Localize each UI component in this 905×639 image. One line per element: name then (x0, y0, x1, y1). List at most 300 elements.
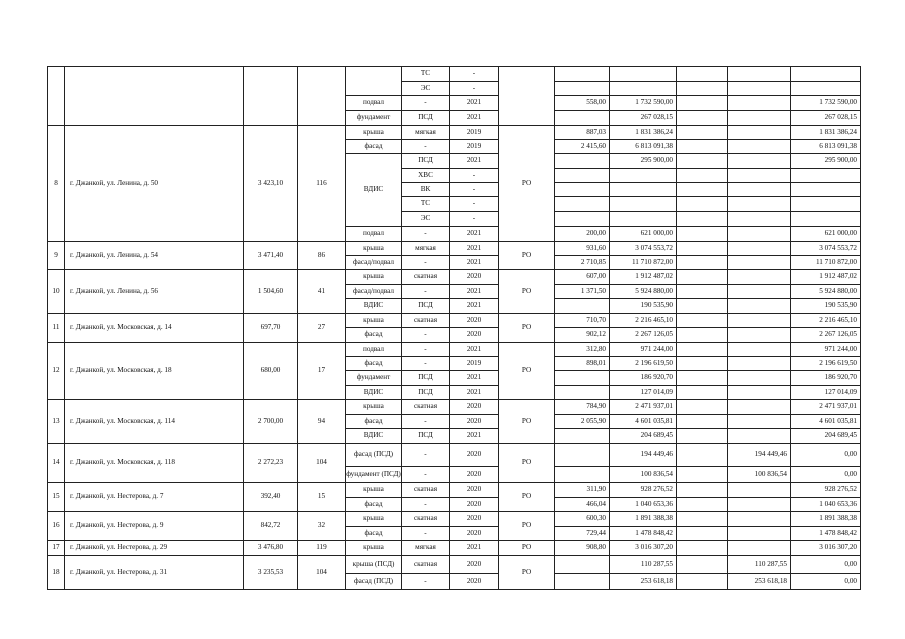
cost-cell: 100 836,54 (609, 466, 676, 482)
amount-2-cell (727, 342, 790, 356)
cost-cell: 2 267 126,05 (609, 327, 676, 342)
year-cell: 2021 (449, 342, 498, 356)
address-cell: г. Джанкой, ул. Московская, д. 14 (64, 313, 243, 342)
amount-2-cell (727, 356, 790, 370)
amount-3-cell: 1 912 487,02 (790, 269, 860, 284)
amount-2-cell (727, 414, 790, 428)
work-subtype-cell: мягкая (401, 241, 449, 255)
amount-1-cell (676, 414, 727, 428)
volume-cell (554, 385, 609, 399)
work-subtype-cell: ТС (401, 66, 449, 81)
year-cell: 2019 (449, 139, 498, 153)
organization-cell: РО (498, 555, 554, 589)
address-cell: г. Джанкой, ул. Нестерова, д. 31 (64, 555, 243, 589)
amount-3-cell (790, 211, 860, 226)
amount-3-cell: 11 710 872,00 (790, 255, 860, 269)
address-cell: г. Джанкой, ул. Московская, д. 18 (64, 342, 243, 399)
row-number-cell: 9 (47, 241, 64, 269)
amount-1-cell (676, 466, 727, 482)
volume-cell (554, 211, 609, 226)
total-area-cell: 697,70 (243, 313, 297, 342)
year-cell: 2020 (449, 399, 498, 414)
address-cell: г. Джанкой, ул. Нестерова, д. 29 (64, 540, 243, 555)
volume-cell (554, 153, 609, 168)
volume-cell: 908,80 (554, 540, 609, 555)
volume-cell (554, 370, 609, 385)
table-border-right (860, 66, 861, 590)
amount-1-cell (676, 269, 727, 284)
volume-cell: 898,01 (554, 356, 609, 370)
year-cell: 2019 (449, 125, 498, 139)
work-type-cell: подвал (345, 226, 401, 241)
amount-2-cell: 110 287,55 (727, 555, 790, 573)
work-subtype-cell: - (401, 573, 449, 589)
volume-cell: 2 055,90 (554, 414, 609, 428)
amount-2-cell (727, 511, 790, 526)
work-type-cell: крыша (345, 269, 401, 284)
volume-cell (554, 66, 609, 81)
amount-1-cell (676, 342, 727, 356)
residents-count-cell: 15 (297, 482, 345, 511)
organization-cell: РО (498, 540, 554, 555)
amount-3-cell: 971 244,00 (790, 342, 860, 356)
total-area-cell: 3 471,40 (243, 241, 297, 269)
year-cell: 2020 (449, 511, 498, 526)
cost-cell: 5 924 880,00 (609, 284, 676, 298)
amount-3-cell: 190 535,90 (790, 298, 860, 313)
work-type-cell (345, 66, 401, 95)
amount-2-cell (727, 95, 790, 110)
volume-cell (554, 428, 609, 443)
amount-3-cell (790, 81, 860, 95)
work-subtype-cell: ПСД (401, 385, 449, 399)
amount-3-cell: 6 813 091,38 (790, 139, 860, 153)
amount-2-cell (727, 385, 790, 399)
amount-2-cell (727, 66, 790, 81)
volume-cell (554, 196, 609, 211)
amount-3-cell (790, 66, 860, 81)
amount-1-cell (676, 226, 727, 241)
amount-2-cell (727, 269, 790, 284)
amount-2-cell (727, 153, 790, 168)
amount-2-cell (727, 370, 790, 385)
work-subtype-cell: ЭС (401, 211, 449, 226)
amount-3-cell: 1 478 848,42 (790, 526, 860, 540)
address-cell (64, 66, 243, 125)
year-cell: 2021 (449, 241, 498, 255)
work-type-cell: крыша (345, 241, 401, 255)
address-cell: г. Джанкой, ул. Нестерова, д. 7 (64, 482, 243, 511)
organization-cell: РО (498, 399, 554, 443)
work-subtype-cell: мягкая (401, 540, 449, 555)
work-subtype-cell: - (401, 526, 449, 540)
work-subtype-cell: ПСД (401, 298, 449, 313)
year-cell: 2021 (449, 540, 498, 555)
amount-1-cell (676, 497, 727, 511)
amount-2-cell (727, 482, 790, 497)
work-type-cell: ВДИС (345, 385, 401, 399)
amount-2-cell (727, 241, 790, 255)
cost-cell: 194 449,46 (609, 443, 676, 466)
amount-3-cell: 4 601 035,81 (790, 414, 860, 428)
work-type-cell: фасад (345, 526, 401, 540)
work-subtype-cell: ХВС (401, 168, 449, 182)
amount-2-cell (727, 313, 790, 327)
residents-count-cell: 27 (297, 313, 345, 342)
amount-1-cell (676, 110, 727, 125)
cost-cell: 6 813 091,38 (609, 139, 676, 153)
residents-count-cell: 104 (297, 443, 345, 482)
year-cell: - (449, 182, 498, 196)
amount-1-cell (676, 482, 727, 497)
amount-2-cell (727, 497, 790, 511)
amount-2-cell (727, 526, 790, 540)
volume-cell (554, 555, 609, 573)
work-type-cell: подвал (345, 342, 401, 356)
work-type-cell: крыша (345, 399, 401, 414)
cost-cell: 127 014,09 (609, 385, 676, 399)
amount-2-cell (727, 168, 790, 182)
amount-2-cell (727, 125, 790, 139)
work-subtype-cell: - (401, 327, 449, 342)
cost-cell: 190 535,90 (609, 298, 676, 313)
total-area-cell: 3 235,53 (243, 555, 297, 589)
residents-count-cell: 94 (297, 399, 345, 443)
amount-3-cell: 267 028,15 (790, 110, 860, 125)
work-subtype-cell: - (401, 226, 449, 241)
cost-cell: 253 618,18 (609, 573, 676, 589)
residents-count-cell: 86 (297, 241, 345, 269)
amount-3-cell: 2 196 619,50 (790, 356, 860, 370)
year-cell: 2020 (449, 327, 498, 342)
work-subtype-cell: скатная (401, 555, 449, 573)
year-cell: 2021 (449, 95, 498, 110)
work-subtype-cell: - (401, 284, 449, 298)
work-type-cell: фасад (345, 327, 401, 342)
amount-1-cell (676, 125, 727, 139)
work-subtype-cell: - (401, 443, 449, 466)
amount-3-cell: 3 074 553,72 (790, 241, 860, 255)
year-cell: 2020 (449, 573, 498, 589)
amount-3-cell (790, 196, 860, 211)
work-type-cell: фундамент (345, 370, 401, 385)
amount-2-cell (727, 182, 790, 196)
work-subtype-cell: скатная (401, 511, 449, 526)
amount-3-cell (790, 182, 860, 196)
amount-1-cell (676, 196, 727, 211)
volume-cell: 558,00 (554, 95, 609, 110)
residents-count-cell (297, 66, 345, 125)
work-subtype-cell: ПСД (401, 110, 449, 125)
amount-3-cell: 0,00 (790, 573, 860, 589)
amount-1-cell (676, 540, 727, 555)
amount-3-cell: 0,00 (790, 555, 860, 573)
year-cell: 2020 (449, 269, 498, 284)
cost-cell: 1 912 487,02 (609, 269, 676, 284)
address-cell: г. Джанкой, ул. Ленина, д. 50 (64, 125, 243, 241)
volume-cell: 1 371,50 (554, 284, 609, 298)
row-number-cell: 11 (47, 313, 64, 342)
row-number-cell: 17 (47, 540, 64, 555)
year-cell: - (449, 168, 498, 182)
year-cell: 2021 (449, 255, 498, 269)
cost-cell (609, 66, 676, 81)
cost-cell: 3 074 553,72 (609, 241, 676, 255)
amount-3-cell: 1 831 386,24 (790, 125, 860, 139)
work-subtype-cell: скатная (401, 482, 449, 497)
amount-2-cell (727, 540, 790, 555)
amount-1-cell (676, 573, 727, 589)
residents-count-cell: 119 (297, 540, 345, 555)
year-cell: 2021 (449, 385, 498, 399)
address-cell: г. Джанкой, ул. Ленина, д. 54 (64, 241, 243, 269)
year-cell: 2020 (449, 555, 498, 573)
amount-1-cell (676, 241, 727, 255)
volume-cell (554, 168, 609, 182)
total-area-cell: 3 423,10 (243, 125, 297, 241)
work-type-cell: подвал (345, 95, 401, 110)
row-number-cell: 18 (47, 555, 64, 589)
cost-cell: 204 689,45 (609, 428, 676, 443)
year-cell: 2020 (449, 526, 498, 540)
organization-cell: РО (498, 482, 554, 511)
total-area-cell: 2 700,00 (243, 399, 297, 443)
amount-1-cell (676, 81, 727, 95)
work-subtype-cell: - (401, 356, 449, 370)
cost-cell: 3 016 307,20 (609, 540, 676, 555)
amount-1-cell (676, 399, 727, 414)
volume-cell: 311,90 (554, 482, 609, 497)
amount-3-cell: 204 689,45 (790, 428, 860, 443)
work-type-cell: крыша (345, 482, 401, 497)
cost-cell (609, 168, 676, 182)
work-type-cell: крыша (ПСД) (345, 555, 401, 573)
amount-1-cell (676, 66, 727, 81)
amount-2-cell (727, 298, 790, 313)
cost-cell: 2 196 619,50 (609, 356, 676, 370)
amount-2-cell (727, 139, 790, 153)
amount-1-cell (676, 370, 727, 385)
year-cell: 2021 (449, 226, 498, 241)
amount-1-cell (676, 211, 727, 226)
work-subtype-cell: ПСД (401, 153, 449, 168)
amount-3-cell: 621 000,00 (790, 226, 860, 241)
cost-cell: 1 732 590,00 (609, 95, 676, 110)
year-cell: 2020 (449, 313, 498, 327)
volume-cell: 729,44 (554, 526, 609, 540)
amount-2-cell: 253 618,18 (727, 573, 790, 589)
work-type-cell: фасад (345, 356, 401, 370)
amount-3-cell: 1 732 590,00 (790, 95, 860, 110)
organization-cell: РО (498, 443, 554, 482)
work-type-cell: ВДИС (345, 298, 401, 313)
amount-1-cell (676, 313, 727, 327)
year-cell: 2019 (449, 356, 498, 370)
amount-1-cell (676, 443, 727, 466)
work-type-cell: крыша (345, 540, 401, 555)
address-cell: г. Джанкой, ул. Московская, д. 118 (64, 443, 243, 482)
volume-cell: 2 710,85 (554, 255, 609, 269)
total-area-cell (243, 66, 297, 125)
amount-1-cell (676, 95, 727, 110)
residents-count-cell: 17 (297, 342, 345, 399)
amount-2-cell (727, 226, 790, 241)
amount-3-cell: 2 216 465,10 (790, 313, 860, 327)
work-type-cell: крыша (345, 511, 401, 526)
work-subtype-cell: ВК (401, 182, 449, 196)
row-number-cell: 15 (47, 482, 64, 511)
cost-cell (609, 211, 676, 226)
year-cell: 2021 (449, 153, 498, 168)
volume-cell (554, 110, 609, 125)
year-cell: 2021 (449, 298, 498, 313)
year-cell: 2020 (449, 414, 498, 428)
amount-2-cell (727, 110, 790, 125)
work-subtype-cell: мягкая (401, 125, 449, 139)
cost-cell: 186 920,70 (609, 370, 676, 385)
work-subtype-cell: ЭС (401, 81, 449, 95)
amount-1-cell (676, 526, 727, 540)
amount-1-cell (676, 139, 727, 153)
amount-3-cell: 928 276,52 (790, 482, 860, 497)
volume-cell (554, 81, 609, 95)
volume-cell (554, 182, 609, 196)
volume-cell: 784,90 (554, 399, 609, 414)
amount-2-cell (727, 255, 790, 269)
amount-2-cell (727, 327, 790, 342)
amount-1-cell (676, 327, 727, 342)
cost-cell: 267 028,15 (609, 110, 676, 125)
volume-cell (554, 466, 609, 482)
table-border-bottom (47, 589, 861, 590)
year-cell: 2020 (449, 497, 498, 511)
cost-cell: 1 040 653,36 (609, 497, 676, 511)
organization-cell: РО (498, 125, 554, 241)
volume-cell: 902,12 (554, 327, 609, 342)
volume-cell: 607,00 (554, 269, 609, 284)
amount-3-cell: 186 920,70 (790, 370, 860, 385)
work-subtype-cell: ПСД (401, 370, 449, 385)
amount-2-cell (727, 284, 790, 298)
year-cell: 2021 (449, 428, 498, 443)
work-subtype-cell: скатная (401, 313, 449, 327)
amount-3-cell: 127 014,09 (790, 385, 860, 399)
total-area-cell: 680,00 (243, 342, 297, 399)
work-type-cell: фасад (ПСД) (345, 443, 401, 466)
volume-cell: 887,03 (554, 125, 609, 139)
organization-cell: РО (498, 342, 554, 399)
amount-1-cell (676, 385, 727, 399)
work-type-cell: фасад/подвал (345, 284, 401, 298)
work-type-cell: крыша (345, 313, 401, 327)
amount-1-cell (676, 298, 727, 313)
total-area-cell: 842,72 (243, 511, 297, 540)
volume-cell: 600,30 (554, 511, 609, 526)
work-subtype-cell: - (401, 414, 449, 428)
row-number-cell: 14 (47, 443, 64, 482)
year-cell: 2021 (449, 110, 498, 125)
organization-cell: РО (498, 241, 554, 269)
year-cell: - (449, 81, 498, 95)
amount-1-cell (676, 284, 727, 298)
amount-3-cell: 295 900,00 (790, 153, 860, 168)
work-type-cell: фасад (345, 497, 401, 511)
cost-cell: 971 244,00 (609, 342, 676, 356)
year-cell: 2020 (449, 466, 498, 482)
cost-cell: 11 710 872,00 (609, 255, 676, 269)
year-cell: - (449, 66, 498, 81)
volume-cell: 200,00 (554, 226, 609, 241)
cost-cell (609, 81, 676, 95)
work-subtype-cell: - (401, 342, 449, 356)
volume-cell (554, 573, 609, 589)
amount-2-cell (727, 81, 790, 95)
residents-count-cell: 116 (297, 125, 345, 241)
amount-1-cell (676, 182, 727, 196)
cost-cell: 4 601 035,81 (609, 414, 676, 428)
year-cell: 2020 (449, 482, 498, 497)
amount-3-cell: 1 891 388,38 (790, 511, 860, 526)
amount-2-cell (727, 196, 790, 211)
volume-cell: 312,80 (554, 342, 609, 356)
amount-2-cell (727, 211, 790, 226)
total-area-cell: 2 272,23 (243, 443, 297, 482)
cost-cell: 1 891 388,38 (609, 511, 676, 526)
work-type-cell: фундамент (345, 110, 401, 125)
residents-count-cell: 104 (297, 555, 345, 589)
work-type-cell: ВДИС (345, 153, 401, 226)
work-type-cell: фасад (ПСД) (345, 573, 401, 589)
amount-1-cell (676, 511, 727, 526)
row-number-cell: 8 (47, 125, 64, 241)
cost-cell: 1 478 848,42 (609, 526, 676, 540)
work-subtype-cell: - (401, 466, 449, 482)
cost-cell (609, 182, 676, 196)
cost-cell: 621 000,00 (609, 226, 676, 241)
row-number-cell: 13 (47, 399, 64, 443)
amount-1-cell (676, 168, 727, 182)
work-subtype-cell: - (401, 95, 449, 110)
volume-cell: 466,04 (554, 497, 609, 511)
residents-count-cell: 41 (297, 269, 345, 313)
cost-cell: 1 831 386,24 (609, 125, 676, 139)
work-type-cell: фасад (345, 139, 401, 153)
volume-cell: 710,70 (554, 313, 609, 327)
work-subtype-cell: скатная (401, 269, 449, 284)
total-area-cell: 392,40 (243, 482, 297, 511)
amount-3-cell: 2 471 937,01 (790, 399, 860, 414)
year-cell: - (449, 211, 498, 226)
work-subtype-cell: - (401, 255, 449, 269)
amount-1-cell (676, 356, 727, 370)
year-cell: 2021 (449, 370, 498, 385)
work-type-cell: фундамент (ПСД) (345, 466, 401, 482)
amount-2-cell: 100 836,54 (727, 466, 790, 482)
cost-cell: 110 287,55 (609, 555, 676, 573)
volume-cell (554, 298, 609, 313)
amount-3-cell (790, 168, 860, 182)
address-cell: г. Джанкой, ул. Ленина, д. 56 (64, 269, 243, 313)
row-number-cell: 12 (47, 342, 64, 399)
row-number-cell (47, 66, 64, 125)
total-area-cell: 3 476,80 (243, 540, 297, 555)
row-number-cell: 10 (47, 269, 64, 313)
cost-cell: 295 900,00 (609, 153, 676, 168)
year-cell: 2021 (449, 284, 498, 298)
amount-3-cell: 0,00 (790, 466, 860, 482)
organization-cell: РО (498, 269, 554, 313)
year-cell: - (449, 196, 498, 211)
